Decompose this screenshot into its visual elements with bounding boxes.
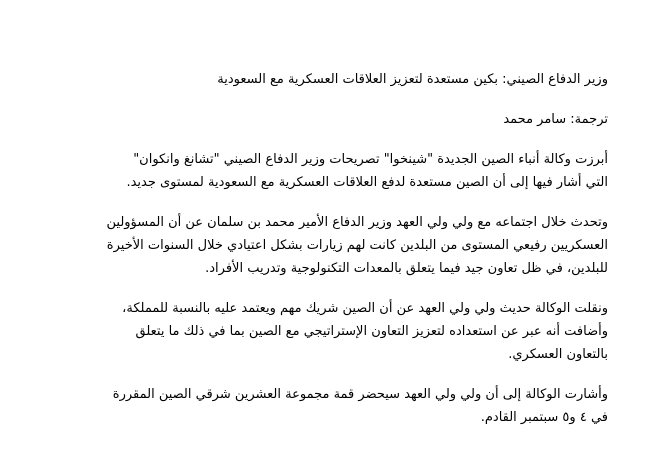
headline (88, 68, 608, 91)
paragraph-line: وتحدث خلال اجتماعه مع ولي ولي العهد وزير الدفاع الأمير محمد بن سلمان عن أن المسؤولين (106, 215, 608, 230)
paragraph-line: العسكريين رفيعي المستوى من البلدين كانت لهم زيارات بشكل اعتيادي خلال السنوات الأخيرة (106, 238, 608, 253)
byline (88, 108, 608, 131)
paragraph-line: وأشارت الوكالة إلى أن ولي ولي العهد سيحضر قمة مجموعة العشرين شرقي الصين المقررة (112, 387, 608, 402)
paragraph-line: وأضافت أنه عبر عن استعداده لتعزيز التعاون الإستراتيجي مع الصين بما في ذلك ما يتعلق (135, 324, 608, 339)
paragraph-line: للبلدين، في ظل تعاون جيد فيما يتعلق بالمعدات التكنولوجية وتدريب الأفراد. (205, 261, 608, 276)
byline-text: ترجمة: سامر محمد (503, 112, 608, 127)
paragraph-line: في ٤ و٥ سبتمبر القادم. (480, 410, 608, 425)
spacer (88, 194, 608, 211)
spacer (88, 366, 608, 383)
paragraph-1 (88, 148, 608, 194)
document-body (88, 68, 608, 429)
paragraph-line: بالتعاون العسكري. (508, 347, 608, 362)
paragraph-line: أبرزت وكالة أنباء الصين الجديدة "شينخوا" تصريحات وزير الدفاع الصيني "تشانغ وانكوان" (133, 152, 608, 167)
paragraph-2 (88, 211, 608, 280)
paragraph-line: ونقلت الوكالة حديث ولي ولي العهد عن أن الصين شريك مهم ويعتمد عليه بالنسبة للمملكة، (122, 301, 608, 316)
spacer (88, 91, 608, 108)
headline-text: وزير الدفاع الصيني: بكين مستعدة لتعزيز العلاقات العسكرية مع السعودية (217, 72, 608, 87)
paragraph-4 (88, 383, 608, 429)
spacer (88, 131, 608, 148)
paragraph-line: التي أشار فيها إلى أن الصين مستعدة لدفع العلاقات العسكرية مع السعودية لمستوى جديد. (126, 175, 608, 190)
spacer (88, 280, 608, 297)
paragraph-3 (88, 297, 608, 366)
